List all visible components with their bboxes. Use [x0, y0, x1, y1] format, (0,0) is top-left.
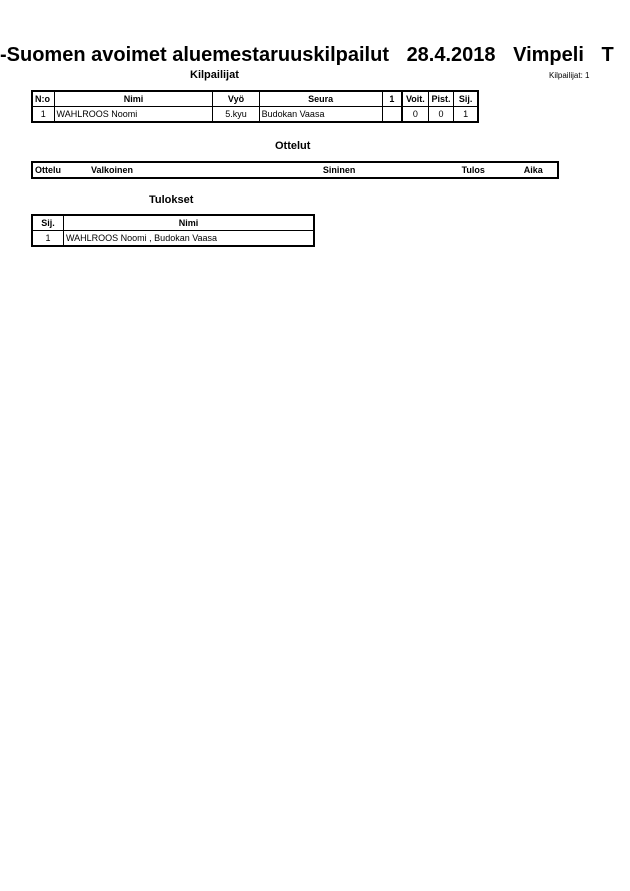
cell-no: 1	[32, 107, 54, 123]
matches-table	[31, 161, 559, 179]
table-row	[32, 107, 478, 123]
col-result-rank: Sij.	[32, 215, 64, 231]
col-rank: Sij.	[454, 91, 478, 107]
cell-round1	[382, 107, 402, 123]
table-row	[32, 231, 314, 247]
col-result-name: Nimi	[64, 215, 315, 231]
table-header-row	[32, 162, 558, 178]
cell-rank: 1	[454, 107, 478, 123]
col-no: N:o	[32, 91, 54, 107]
title-tail: T	[601, 44, 614, 66]
cell-result-rank: 1	[32, 231, 64, 247]
col-round1: 1	[382, 91, 402, 107]
table-header-row	[32, 91, 478, 107]
competition-date: 28.4.2018	[406, 44, 496, 66]
col-wins: Voit.	[402, 91, 428, 107]
col-match: Ottelu	[35, 165, 61, 175]
competition-place: Vimpeli	[513, 44, 584, 66]
col-belt: Vyö	[213, 91, 259, 107]
cell-points: 0	[428, 107, 454, 123]
col-time: Aika	[523, 165, 543, 175]
competition-name: -Suomen avoimet aluemestaruuskilpailut	[0, 44, 389, 66]
col-club: Seura	[259, 91, 382, 107]
cell-club: Budokan Vaasa	[259, 107, 382, 123]
results-heading: Tulokset	[149, 194, 194, 206]
col-result: Tulos	[461, 165, 485, 175]
matches-heading: Ottelut	[275, 140, 311, 152]
cell-result-name: WAHLROOS Noomi , Budokan Vaasa	[64, 231, 315, 247]
col-points: Pist.	[428, 91, 454, 107]
competitors-table	[31, 90, 479, 123]
competitor-count: Kilpailijat: 1	[549, 71, 590, 80]
col-blue: Sininen	[322, 165, 356, 175]
cell-wins: 0	[402, 107, 428, 123]
table-header-row	[32, 215, 314, 231]
cell-name: WAHLROOS Noomi	[54, 107, 213, 123]
page-title	[0, 44, 630, 67]
col-name: Nimi	[54, 91, 213, 107]
cell-belt: 5.kyu	[213, 107, 259, 123]
competitors-heading: Kilpailijat	[190, 69, 239, 81]
results-table	[31, 214, 315, 247]
col-white: Valkoinen	[90, 165, 133, 175]
